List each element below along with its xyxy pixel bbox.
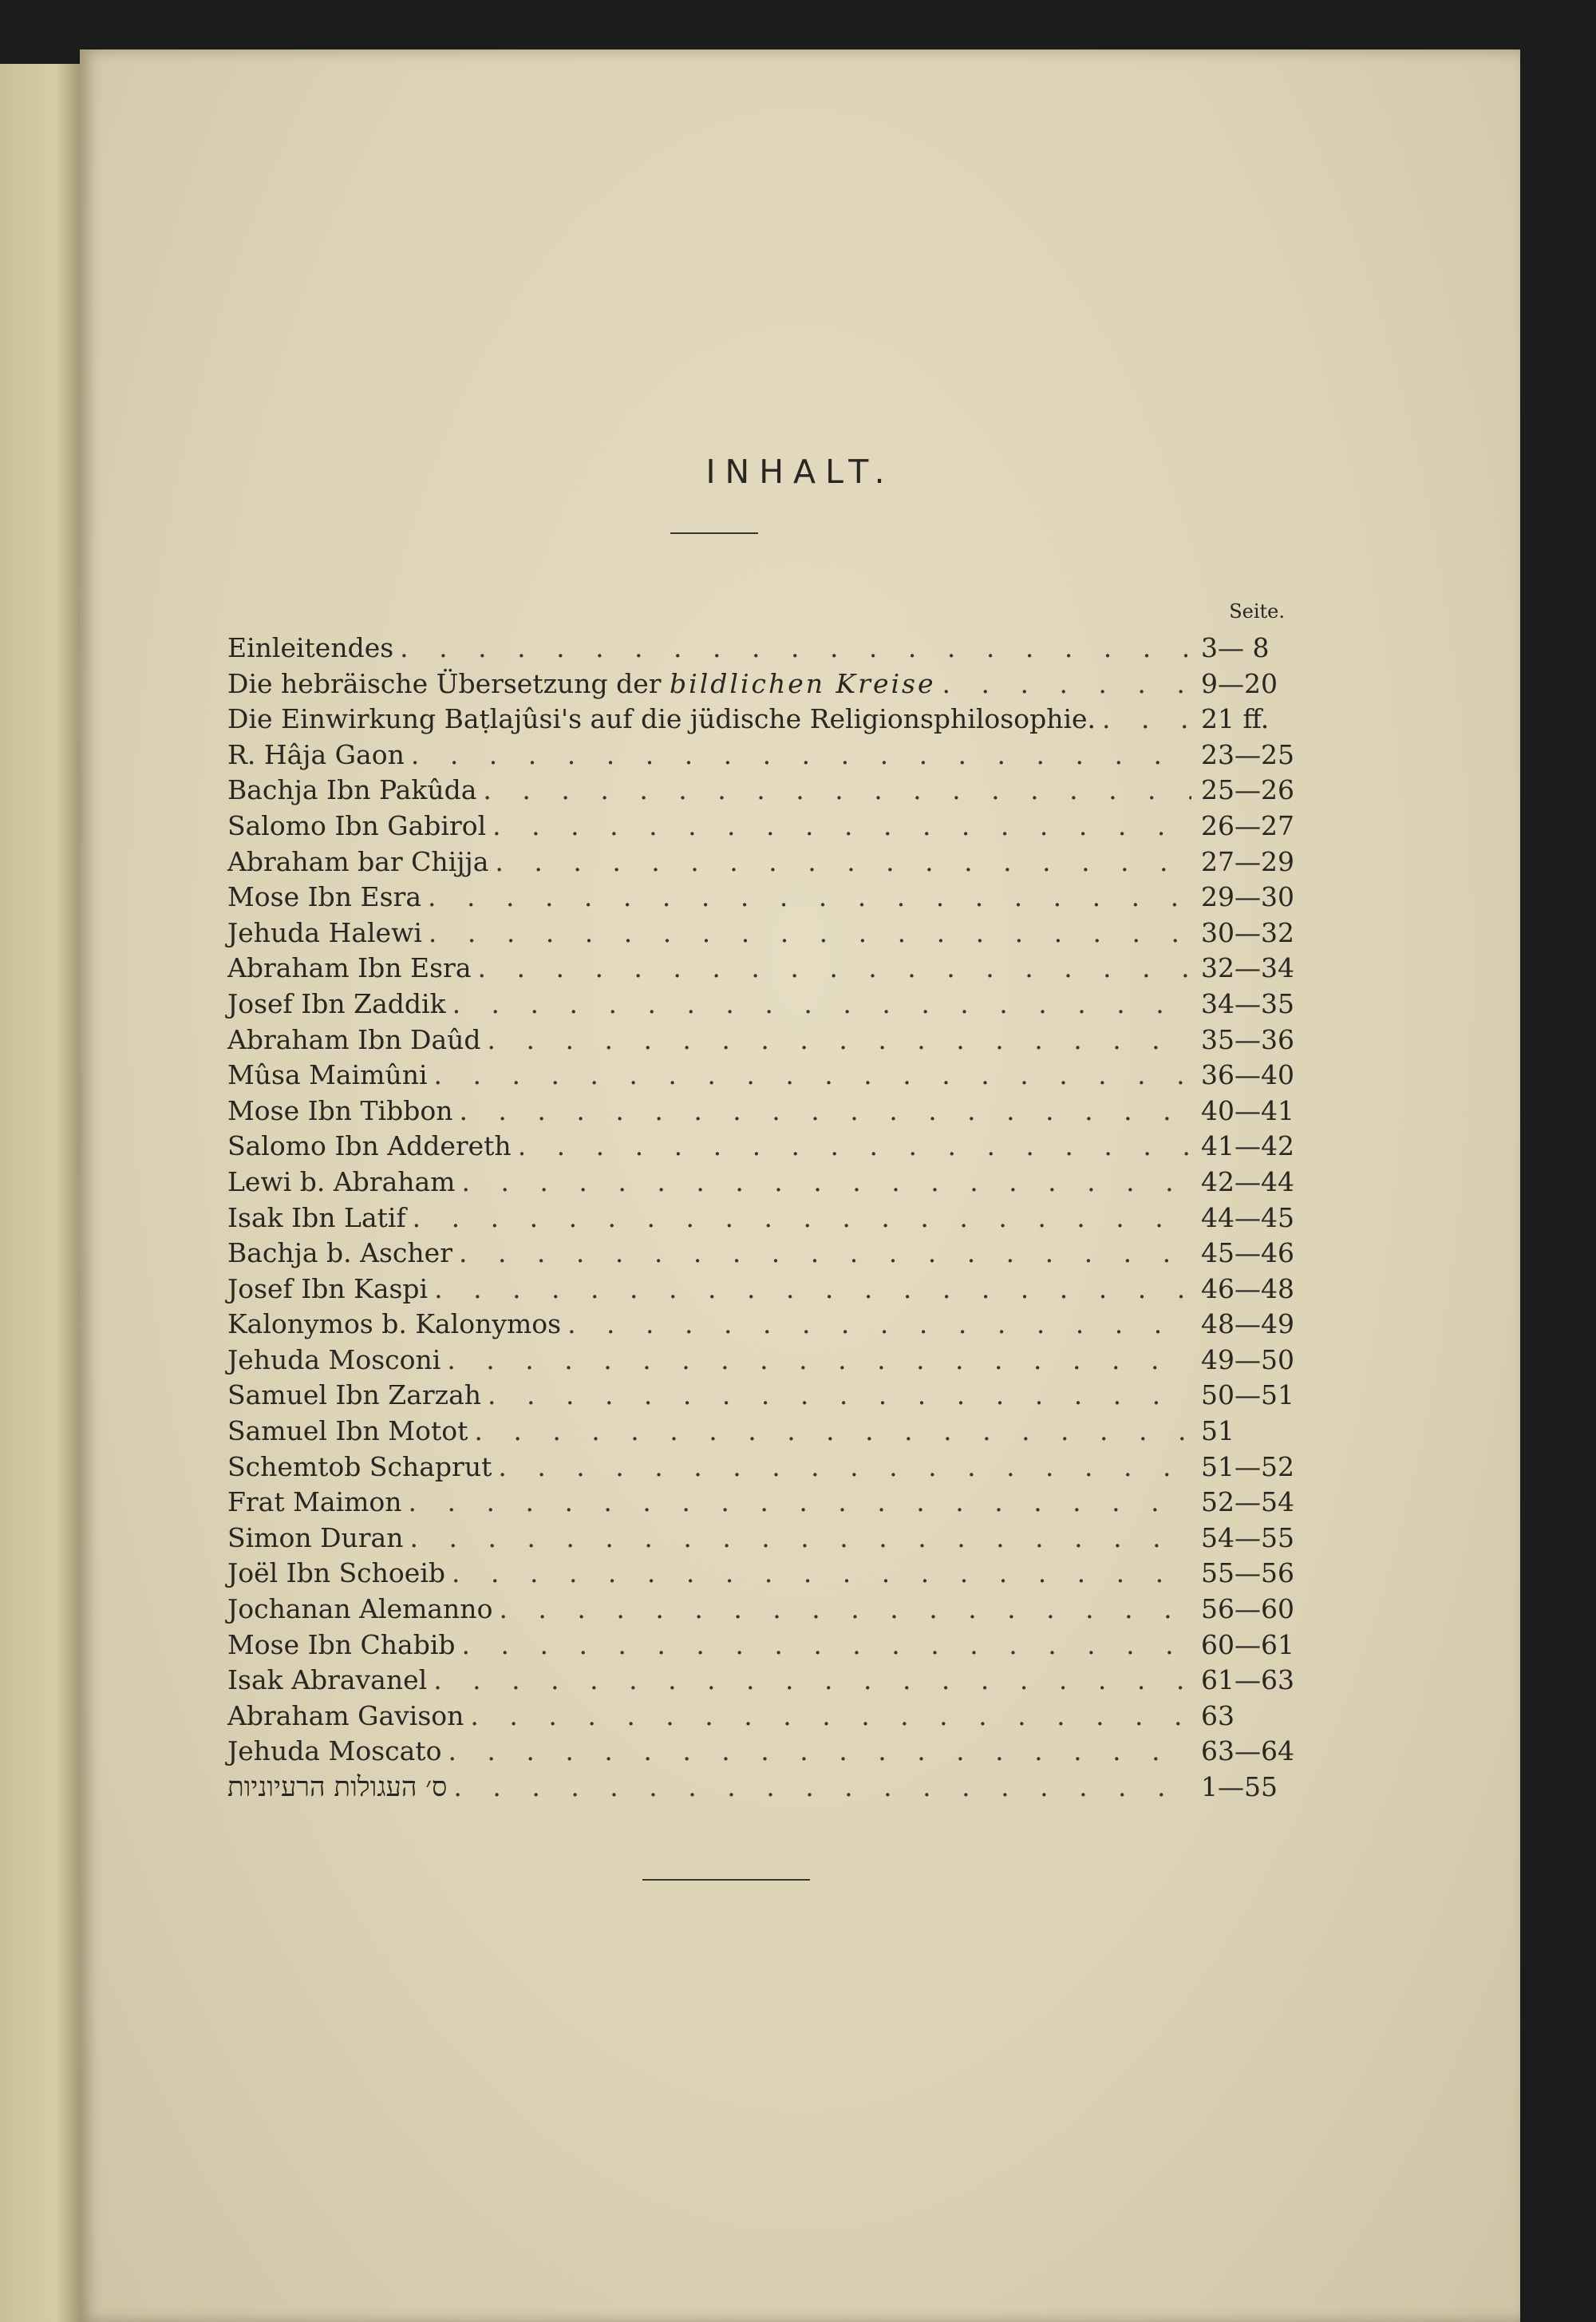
toc-entry-title: Mose Ibn Esra [227,881,421,913]
dot-leader [470,1700,1191,1731]
dot-leader [433,1664,1191,1695]
toc-entry-pages: 29—30 [1201,881,1294,913]
dot-leader [942,668,1192,699]
page-title: INHALT. [705,453,895,491]
toc-entry [227,774,1297,810]
toc-entry [227,1451,1297,1487]
toc-entry [227,1629,1297,1665]
dot-leader [453,1771,1191,1802]
dot-leader [488,1024,1191,1055]
toc-entry-title: Jochanan Alemanno [227,1593,493,1625]
toc-entry-pages: 9—20 [1201,667,1278,699]
toc-entry [227,1522,1297,1558]
dot-leader [409,1522,1191,1553]
toc-entry-title: Samuel Ibn Motot [227,1415,468,1447]
toc-entry-pages: 40—41 [1201,1094,1294,1126]
book-page [80,49,1520,2322]
toc-entry-pages: 3— 8 [1201,632,1270,663]
toc-entry [227,1166,1297,1202]
dot-leader [434,1273,1191,1304]
toc-entry-pages: 54—55 [1201,1521,1294,1553]
dot-leader [488,1379,1191,1410]
toc-entry-title: Bachja Ibn Pakûda [227,774,477,806]
toc-entry-title: Jehuda Halewi [227,916,422,948]
toc-entry-title: Joël Ibn Schoeib [227,1557,445,1589]
toc-entry-pages: 23—25 [1201,738,1294,770]
toc-entry-pages: 21 ff. [1201,703,1270,735]
toc-entry-pages: 48—49 [1201,1308,1294,1340]
toc-entry-pages: 32—34 [1201,952,1294,984]
toc-entry [227,881,1297,917]
facing-page-edge [0,64,80,2322]
toc-entry [227,1379,1297,1415]
toc-entry [227,739,1297,775]
dot-leader [447,1344,1191,1375]
toc-entry-title: Josef Ibn Kaspi [227,1272,429,1304]
dot-leader [452,988,1191,1019]
dot-leader [499,1593,1191,1624]
dot-leader [452,1557,1191,1588]
toc-entry-title: Mose Ibn Tibbon [227,1094,453,1126]
toc-entry-pages: 50—51 [1201,1379,1294,1411]
toc-entry [227,1593,1297,1629]
toc-entry [227,1095,1297,1131]
toc-entry [227,917,1297,953]
toc-entry-pages: 49—50 [1201,1343,1294,1375]
dot-leader [498,1451,1191,1482]
toc-entry-title: Jehuda Moscato [227,1735,442,1767]
title-rule [670,532,758,534]
toc-entry [227,988,1297,1024]
toc-entry-pages: 46—48 [1201,1272,1294,1304]
toc-entry-title: Frat Maimon [227,1486,402,1518]
toc-entry-pages: 34—35 [1201,987,1294,1019]
toc-entry [227,1415,1297,1451]
toc-entry-title: Die hebräische Übersetzung der bildlichen Kreise [227,667,936,699]
dot-leader [459,1237,1191,1268]
toc-entry-pages: 61—63 [1201,1664,1294,1696]
toc-entry-pages: 42—44 [1201,1165,1294,1197]
toc-entry-title: Abraham Ibn Esra [227,952,472,984]
toc-entry [227,1130,1297,1166]
toc-entry-pages: 63—64 [1201,1735,1294,1767]
dot-leader [462,1629,1192,1660]
toc-entry-title: Einleitendes [227,632,394,663]
toc-entry-title: Josef Ibn Zaddik [227,987,446,1019]
toc-entry [227,1735,1297,1771]
dot-leader [413,1202,1191,1233]
toc-entry-title: R. Hâja Gaon [227,738,405,770]
toc-entry-title: Die Einwirkung Baṭlajûsi's auf die jüdische Religionsphilosophie. [227,703,1096,735]
toc-entry-title: ס׳ העגולות הרעיוניות [227,1771,448,1803]
toc-entry-pages: 25—26 [1201,774,1294,806]
toc-entry-pages: 60—61 [1201,1628,1294,1660]
toc-entry [227,668,1297,704]
table-of-contents [227,632,1297,1807]
toc-entry [227,952,1297,988]
toc-entry [227,1486,1297,1522]
toc-entry-title: Schemtob Schaprut [227,1450,492,1482]
toc-entry-title: Isak Abravanel [227,1664,428,1696]
dot-leader [518,1130,1191,1161]
dot-leader [429,917,1191,948]
toc-entry-pages: 52—54 [1201,1486,1294,1518]
dot-leader [434,1059,1191,1090]
dot-leader [567,1308,1191,1339]
toc-entry [227,703,1297,739]
dot-leader [400,632,1191,663]
toc-entry-pages: 44—45 [1201,1201,1294,1233]
dot-leader [1102,703,1191,734]
dot-leader [478,952,1192,983]
toc-entry-title: Jehuda Mosconi [227,1343,441,1375]
toc-entry-pages: 63 [1201,1699,1235,1731]
dot-leader [492,810,1191,841]
dot-leader [411,739,1191,770]
toc-entry-pages: 36—40 [1201,1059,1294,1091]
toc-entry-title: Bachja b. Ascher [227,1237,452,1269]
toc-entry-pages: 27—29 [1201,845,1294,877]
toc-entry-pages: 26—27 [1201,809,1294,841]
end-rule [642,1879,810,1881]
toc-entry-title: Mûsa Maimûni [227,1059,428,1091]
toc-entry-pages: 51 [1201,1415,1235,1447]
toc-entry [227,810,1297,846]
toc-entry-pages: 55—56 [1201,1557,1294,1589]
page-column-header: Seite. [1229,600,1285,623]
toc-entry [227,1273,1297,1309]
toc-entry-title: Lewi b. Abraham [227,1165,456,1197]
dot-leader [448,1735,1191,1766]
toc-entry [227,1237,1297,1273]
toc-entry [227,1771,1297,1807]
toc-entry [227,1664,1297,1700]
toc-entry [227,1024,1297,1060]
toc-entry-title: Samuel Ibn Zarzah [227,1379,481,1411]
dot-leader [428,881,1191,912]
toc-entry [227,1557,1297,1593]
dot-leader [409,1486,1191,1517]
toc-entry [227,1700,1297,1736]
toc-entry-pages: 30—32 [1201,916,1294,948]
toc-entry [227,1308,1297,1344]
dot-leader [461,1166,1191,1197]
toc-entry-title: Isak Ibn Latif [227,1201,406,1233]
toc-entry-pages: 35—36 [1201,1023,1294,1055]
toc-entry-pages: 1—55 [1201,1771,1278,1802]
toc-entry-title-italic: bildlichen Kreise [670,667,936,699]
toc-entry-pages: 51—52 [1201,1450,1294,1482]
dot-leader [459,1095,1191,1126]
toc-entry [227,632,1297,668]
toc-entry-title: Mose Ibn Chabib [227,1628,456,1660]
toc-entry-pages: 56—60 [1201,1593,1294,1625]
toc-entry-title: Simon Duran [227,1521,404,1553]
toc-entry [227,1202,1297,1238]
toc-entry-title: Salomo Ibn Addereth [227,1130,512,1162]
toc-entry-title: Abraham bar Chijja [227,845,489,877]
toc-entry [227,846,1297,882]
toc-entry [227,1344,1297,1380]
toc-entry-pages: 41—42 [1201,1130,1294,1162]
dot-leader [495,846,1191,877]
dot-leader [483,774,1191,805]
toc-entry-pages: 45—46 [1201,1237,1294,1269]
toc-entry-title: Kalonymos b. Kalonymos [227,1308,562,1340]
toc-entry-title: Salomo Ibn Gabirol [227,809,487,841]
toc-entry-title: Abraham Ibn Daûd [227,1023,481,1055]
dot-leader [474,1415,1191,1446]
toc-entry-title: Abraham Gavison [227,1699,464,1731]
toc-entry [227,1059,1297,1095]
